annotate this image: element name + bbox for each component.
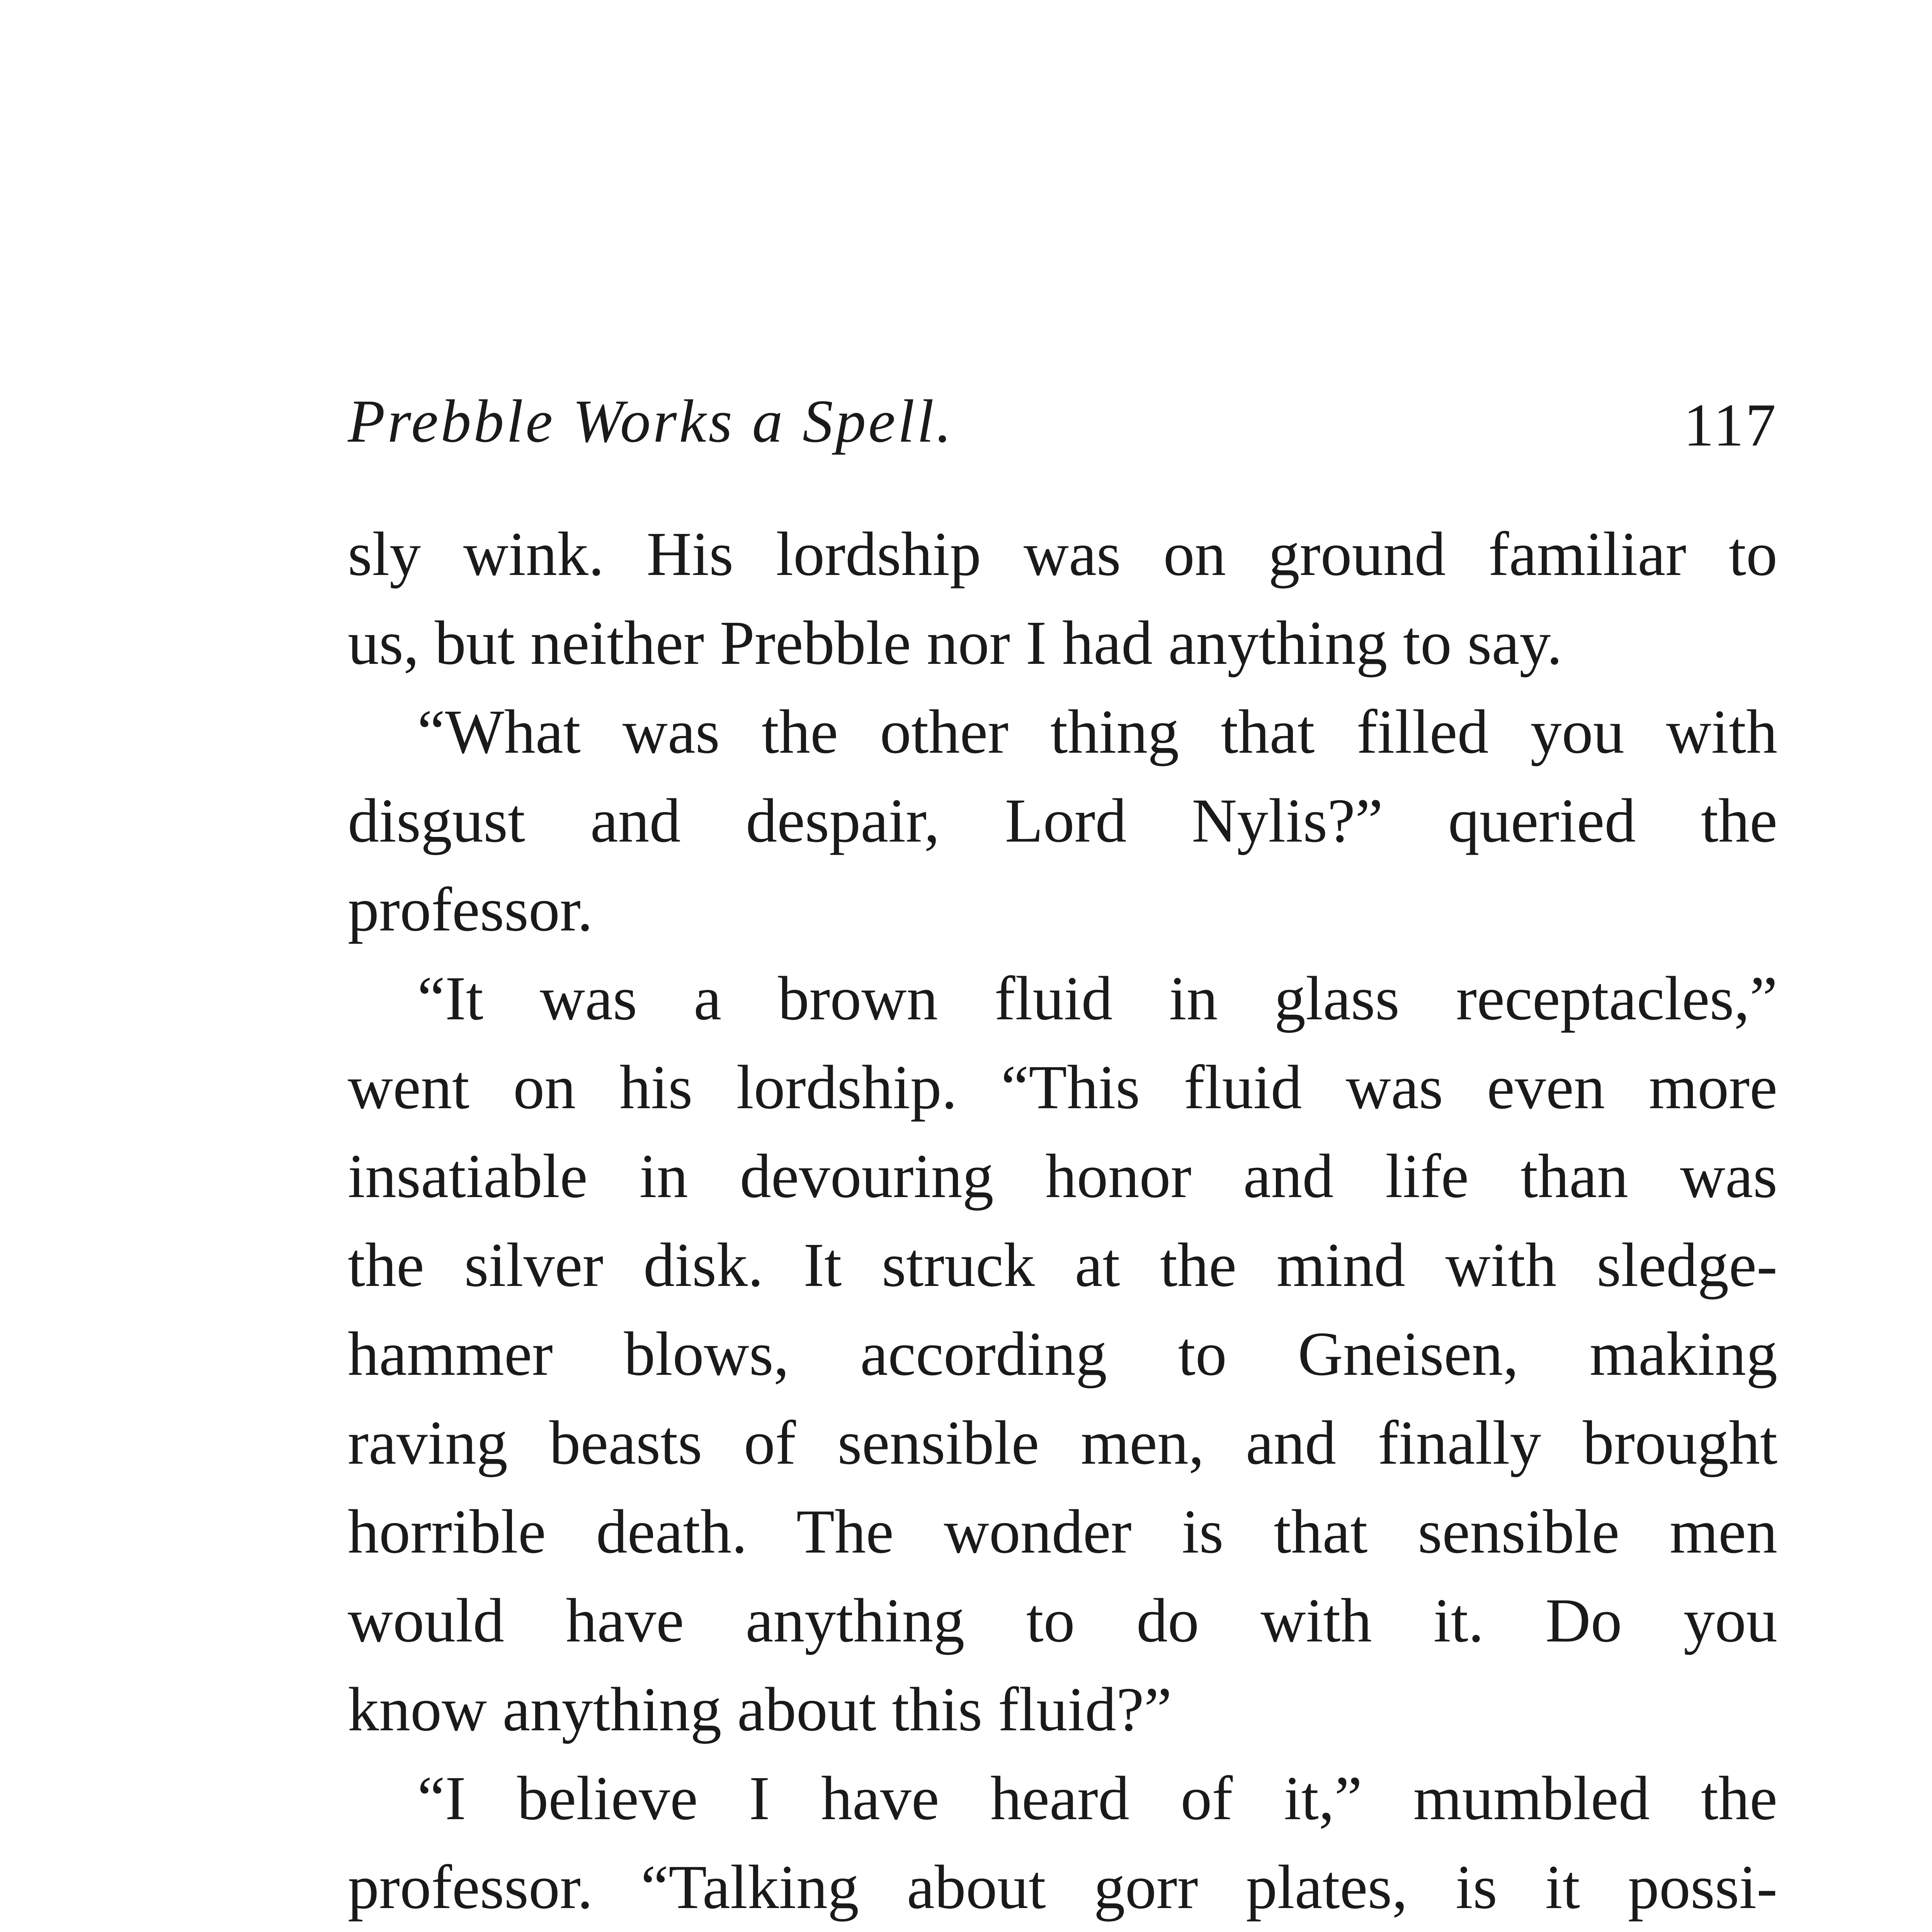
text-line: went on his lordship. “This fluid was even more	[348, 1053, 1777, 1122]
text-line: horrible death. The wonder is that sensible men	[348, 1497, 1777, 1566]
text-line: “What was the other thing that filled you with	[417, 697, 1777, 767]
text-line: disgust and despair, Lord Nylis?” queried the	[348, 786, 1777, 855]
text-line: raving beasts of sensible men, and finally brought	[348, 1408, 1777, 1478]
page-number: 117	[1683, 391, 1777, 459]
text-line: the silver disk. It struck at the mind with sledge-	[348, 1231, 1777, 1300]
text-line: “I believe I have heard of it,” mumbled the	[417, 1764, 1777, 1833]
running-title: Prebble Works a Spell.	[348, 388, 954, 455]
running-head	[348, 386, 1777, 471]
text-line: professor.	[348, 875, 593, 944]
text-line: know anything about this fluid?”	[348, 1675, 1172, 1744]
text-line: insatiable in devouring honor and life than was	[348, 1142, 1777, 1211]
text-line: professor. “Talking about gorr plates, is it possi-	[348, 1853, 1777, 1922]
text-line: sly wink. His lordship was on ground familiar to	[348, 520, 1777, 589]
text-line: us, but neither Prebble nor I had anything to say.	[348, 609, 1563, 678]
text-line: would have anything to do with it. Do you	[348, 1586, 1777, 1655]
text-line: hammer blows, according to Gneisen, making	[348, 1320, 1777, 1389]
text-line: “It was a brown fluid in glass receptacles,”	[417, 964, 1777, 1033]
body-text	[348, 510, 1777, 1932]
